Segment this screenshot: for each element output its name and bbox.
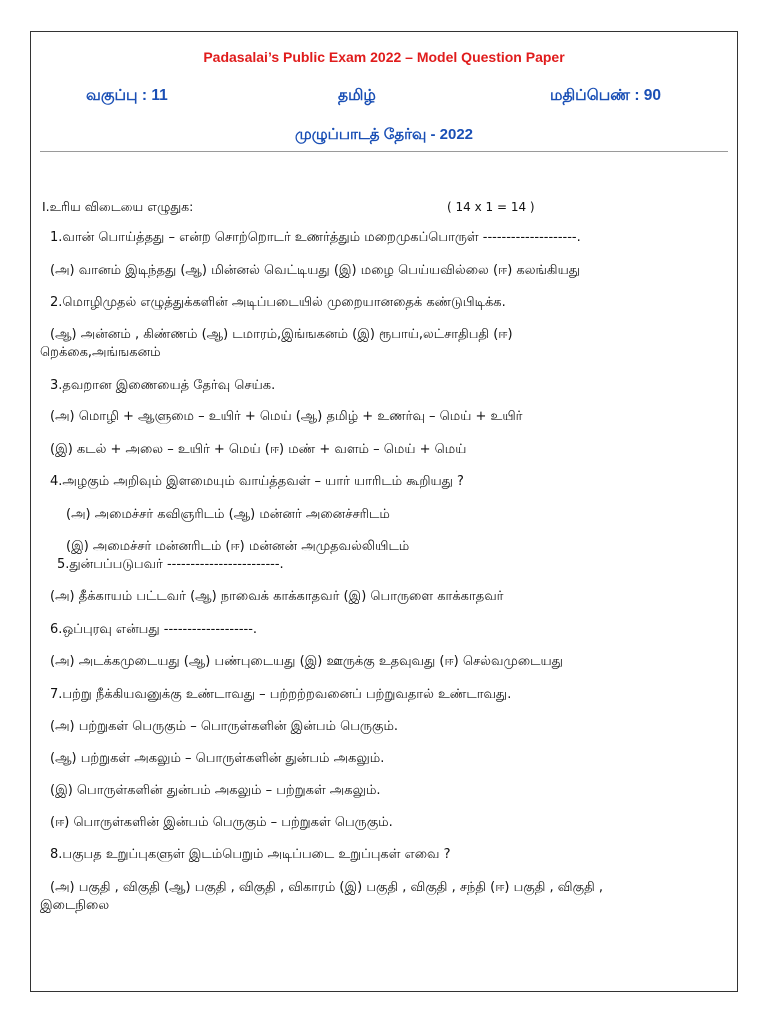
question-2-options: (ஆ) அன்னம் , கிண்ணம் (ஆ) டமாரம்,இங்ஙகனம் (இ) ரூபாய்,லட்சாதிபதி (ஈ)	[50, 327, 513, 342]
class-label: வகுப்பு : 11	[86, 87, 168, 104]
exam-name: முழுப்பாடத் தேர்வு - 2022	[294, 126, 474, 143]
question-3-options-b: (இ) கடல் + அலை – உயிர் + மெய் (ஈ) மண் + வளம் – மெய் + மெய்	[50, 442, 467, 457]
question-4: 4.அழகும் அறிவும் இளமையும் வாய்த்தவள் – யார் யாரிடம் கூறியது ?	[50, 474, 464, 489]
question-7-option-c: (இ) பொருள்களின் துன்பம் அகலும் – பற்றுகள் அகலும்.	[50, 783, 381, 798]
question-8: 8.பகுபத உறுப்புகளுள் இடம்பெறும் அடிப்படை உறுப்புகள் எவை ?	[50, 847, 451, 862]
section-heading: I.உரிய விடையை எழுதுக:	[42, 199, 194, 214]
question-3: 3.தவறான இணையைத் தேர்வு செய்க.	[50, 378, 276, 393]
question-1: 1.வான் பொய்த்தது – என்ற சொற்றொடர் உணர்த்தும் மறைமுகப்பொருள் --------------------.	[50, 230, 581, 245]
question-6-options: (அ) அடக்கமுடையது (ஆ) பண்புடையது (இ) ஊருக்கு உதவுவது (ஈ) செல்வமுடையது	[50, 654, 563, 669]
section-marks: ( 14 x 1 = 14 )	[447, 200, 535, 214]
question-8-options: (அ) பகுதி , விகுதி (ஆ) பகுதி , விகுதி , விகாரம் (இ) பகுதி , விகுதி , சந்தி (ஈ) பகுதி , விகுதி ,	[50, 880, 603, 895]
header-divider	[40, 151, 728, 152]
question-8-options-cont: இடைநிலை	[40, 898, 110, 913]
question-3-options-a: (அ) மொழி + ஆளுமை – உயிர் + மெய் (ஆ) தமிழ் + உணர்வு – மெய் + உயிர்	[50, 409, 523, 424]
question-4-options-b: (இ) அமைச்சர் மன்னரிடம் (ஈ) மன்னன் அமுதவல்லியிடம்	[66, 539, 410, 554]
question-7-option-d: (ஈ) பொருள்களின் இன்பம் பெருகும் – பற்றுகள் பெருகும்.	[50, 815, 393, 830]
question-7: 7.பற்று நீக்கியவனுக்கு உண்டாவது – பற்றற்றவனைப் பற்றுவதால் உண்டாவது.	[50, 687, 512, 702]
question-1-options: (அ) வானம் இடிந்தது (ஆ) மின்னல் வெட்டியது (இ) மழை பெய்யவில்லை (ஈ) கலங்கியது	[50, 263, 580, 278]
question-7-option-a: (அ) பற்றுகள் பெருகும் – பொருள்களின் இன்பம் பெருகும்.	[50, 719, 399, 734]
question-6: 6.ஒப்புரவு என்பது -------------------.	[50, 622, 258, 637]
question-7-option-b: (ஆ) பற்றுகள் அகலும் – பொருள்களின் துன்பம் அகலும்.	[50, 751, 385, 766]
question-4-options-a: (அ) அமைச்சர் கவிஞரிடம் (ஆ) மன்னர் அனைச்சரிடம்	[66, 507, 390, 522]
question-5: 5.துன்பப்படுபவர் ------------------------.	[57, 557, 284, 572]
subject-label: தமிழ்	[338, 87, 376, 104]
paper-title: Padasalai’s Public Exam 2022 – Model Question Paper	[203, 49, 565, 65]
question-2: 2.மொழிமுதல் எழுத்துக்களின் அடிப்படையில் முறையானதைக் கண்டுபிடிக்க.	[50, 295, 506, 310]
marks-label: மதிப்பெண் : 90	[550, 87, 662, 104]
question-5-options: (அ) தீக்காயம் பட்டவர் (ஆ) நாவைக் காக்காதவர் (இ) பொருளை காக்காதவர்	[50, 589, 504, 604]
question-2-options-cont: றெக்கை,அங்ஙகனம்	[40, 345, 161, 360]
